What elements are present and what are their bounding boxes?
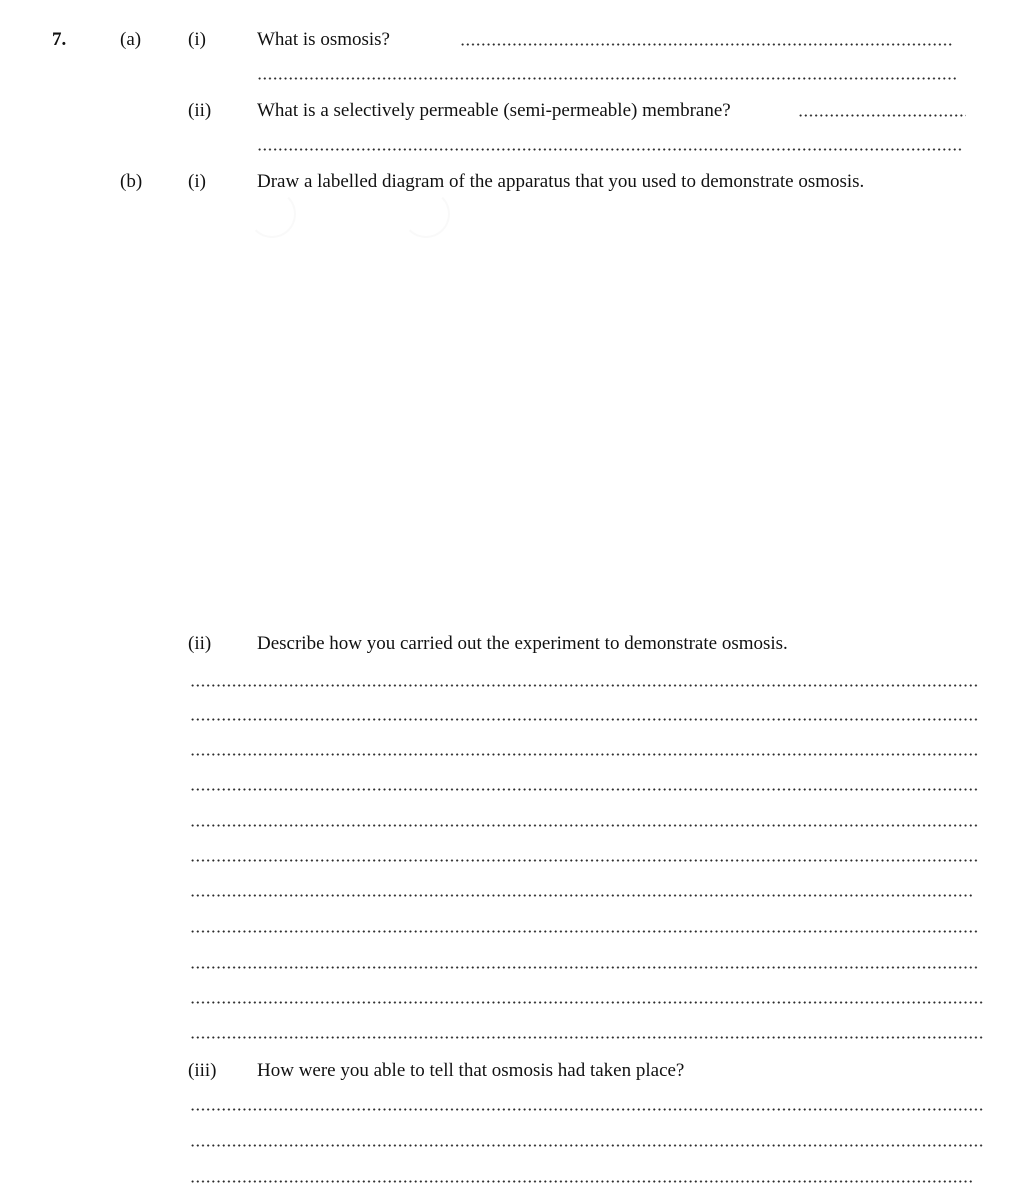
part-a-i-question: What is osmosis? — [257, 29, 390, 50]
part-a-i-label: (i) — [188, 29, 206, 50]
answer-line-b-ii-3[interactable] — [190, 753, 978, 756]
answer-line-b-ii-7[interactable] — [190, 894, 972, 897]
answer-line-a-i-2[interactable] — [257, 77, 957, 80]
part-b-ii-label: (ii) — [188, 633, 212, 654]
answer-line-b-ii-9[interactable] — [190, 966, 978, 969]
answer-line-b-ii-11[interactable] — [190, 1036, 983, 1039]
answer-line-b-iii-3[interactable] — [190, 1180, 972, 1183]
part-b-i-label: (i) — [188, 171, 206, 192]
faint-mark-left — [248, 190, 296, 238]
part-b-ii-question: Describe how you carried out the experiment to demonstrate osmosis. — [257, 633, 788, 654]
answer-line-a-i-1[interactable] — [460, 43, 952, 46]
diagram-drawing-area[interactable] — [188, 200, 978, 620]
part-b-iii-question: How were you able to tell that osmosis had taken place? — [257, 1060, 685, 1081]
faint-mark-right — [402, 190, 450, 238]
answer-line-b-ii-5[interactable] — [190, 824, 978, 827]
part-a-ii-label: (ii) — [188, 100, 212, 121]
part-a-ii-question: What is a selectively permeable (semi-permeable) membrane? — [257, 100, 731, 121]
answer-line-b-ii-6[interactable] — [190, 859, 978, 862]
part-a-label: (a) — [120, 29, 142, 50]
answer-line-b-iii-1[interactable] — [190, 1108, 983, 1111]
answer-line-a-ii-1[interactable] — [798, 114, 966, 117]
answer-line-b-ii-8[interactable] — [190, 930, 978, 933]
question-number: 7. — [52, 29, 67, 50]
part-b-iii-label: (iii) — [188, 1060, 217, 1081]
part-b-i-question: Draw a labelled diagram of the apparatus that you used to demonstrate osmosis. — [257, 171, 865, 192]
answer-line-a-ii-2[interactable] — [257, 148, 962, 151]
answer-line-b-iii-2[interactable] — [190, 1144, 983, 1147]
answer-line-b-ii-10[interactable] — [190, 1001, 983, 1004]
answer-line-b-ii-4[interactable] — [190, 788, 978, 791]
answer-line-b-ii-1[interactable] — [190, 684, 978, 687]
answer-line-b-ii-2[interactable] — [190, 718, 978, 721]
part-b-label: (b) — [120, 171, 143, 192]
